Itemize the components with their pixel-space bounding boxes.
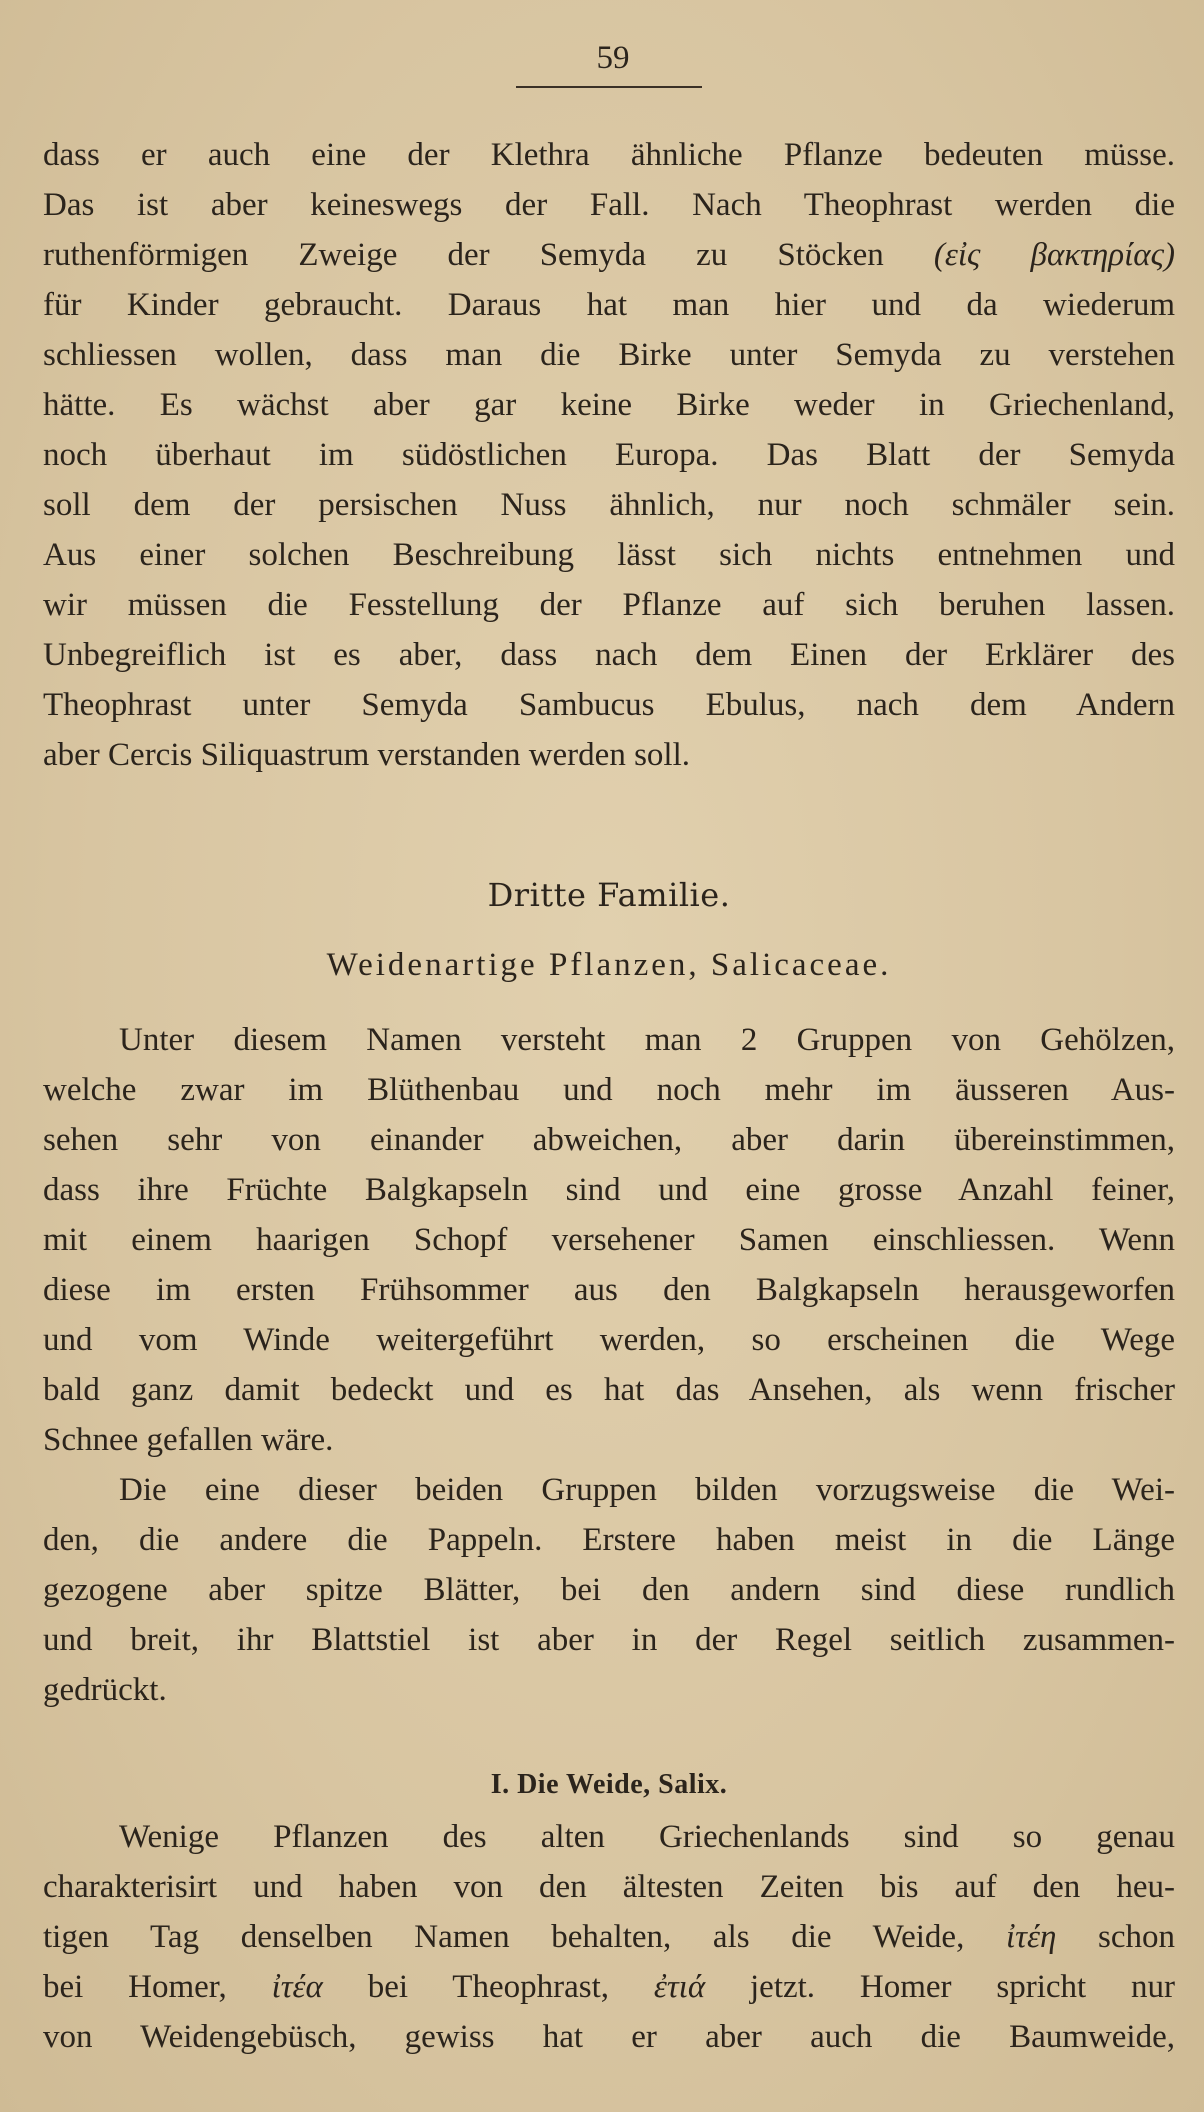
greek-phrase: (εἰς βακτηρίας): [933, 237, 1175, 273]
text-line: aber Cercis Siliquastrum verstanden werden soll.: [43, 737, 690, 773]
text-line: Theophrast unter Semyda Sambucus Ebulus, nach dem Andern: [43, 687, 1175, 723]
text-line: welche zwar im Blüthenbau und noch mehr im äusseren Aus-: [43, 1072, 1175, 1108]
paragraph-weide: [43, 1812, 1175, 2062]
text-line: bald ganz damit bedeckt und es hat das Ansehen, als wenn frischer: [43, 1372, 1175, 1408]
text-line: dass ihre Früchte Balgkapseln sind und eine grosse Anzahl feiner,: [43, 1172, 1175, 1208]
text-line: für Kinder gebraucht. Daraus hat man hier und da wiederum: [43, 287, 1175, 323]
text-line: charakterisirt und haben von den ältesten Zeiten bis auf den heu-: [43, 1869, 1175, 1905]
text-line: Die eine dieser beiden Gruppen bilden vorzugsweise die Wei-: [119, 1472, 1175, 1508]
page-number: 59: [596, 40, 630, 76]
text-line: schliessen wollen, dass man die Birke unter Semyda zu verstehen: [43, 337, 1175, 373]
text-line: den, die andere die Pappeln. Erstere haben meist in die Länge: [43, 1522, 1175, 1558]
text-line: dass er auch eine der Klethra ähnliche Pflanze bedeuten müsse.: [43, 137, 1175, 173]
greek-word: ἰτέα: [271, 1969, 323, 2005]
text-line: wir müssen die Fesstellung der Pflanze auf sich beruhen lassen.: [43, 587, 1175, 623]
text-line: gezogene aber spitze Blätter, bei den andern sind diese rundlich: [43, 1572, 1175, 1608]
text-line: sehen sehr von einander abweichen, aber darin übereinstimmen,: [43, 1122, 1175, 1158]
text-line: Wenige Pflanzen des alten Griechenlands sind so genau: [119, 1819, 1175, 1855]
paragraph-semyda: [43, 130, 1175, 780]
paragraph-groups: [43, 1465, 1175, 1715]
text-line: bei Homer, ἰτέα bei Theophrast, ἐτιά jetzt. Homer spricht nur: [43, 1969, 1176, 2005]
text-line: hätte. Es wächst aber gar keine Birke weder in Griechenland,: [43, 387, 1175, 423]
family-heading: Dritte Familie.: [487, 876, 731, 914]
family-name-heading: Weidenartige Pflanzen, Salicaceae.: [326, 947, 892, 983]
text-line: Unter diesem Namen versteht man 2 Gruppen von Gehölzen,: [119, 1022, 1175, 1058]
book-page: [43, 0, 1175, 2112]
text-line: Aus einer solchen Beschreibung lässt sich nichts entnehmen und: [43, 537, 1175, 573]
section-heading: I. Die Weide, Salix.: [490, 1769, 728, 1800]
greek-word: ἰτέη: [1005, 1919, 1057, 1955]
text-line: und vom Winde weitergeführt werden, so erscheinen die Wege: [43, 1322, 1175, 1358]
text-line: soll dem der persischen Nuss ähnlich, nur noch schmäler sein.: [43, 487, 1175, 523]
text-line: mit einem haarigen Schopf versehener Samen einschliessen. Wenn: [43, 1222, 1175, 1258]
text-line: tigen Tag denselben Namen behalten, als die Weide, ἰτέη schon: [43, 1919, 1175, 1955]
text-line: und breit, ihr Blattstiel ist aber in der Regel seitlich zusammen-: [43, 1622, 1175, 1658]
text-line: diese im ersten Frühsommer aus den Balgkapseln herausgeworfen: [43, 1272, 1175, 1308]
text-line: noch überhaut im südöstlichen Europa. Das Blatt der Semyda: [43, 437, 1175, 473]
paragraph-salicaceae-intro: [43, 1015, 1175, 1465]
page-number-rule: [516, 86, 702, 88]
text-line: Schnee gefallen wäre.: [43, 1422, 334, 1458]
text-line: gedrückt.: [43, 1672, 167, 1708]
text-line: Unbegreiflich ist es aber, dass nach dem Einen der Erklärer des: [43, 637, 1175, 673]
text-line: von Weidengebüsch, gewiss hat er aber auch die Baumweide,: [43, 2019, 1175, 2055]
text-line: ruthenförmigen Zweige der Semyda zu Stöcken (εἰς βακτηρίας): [43, 237, 1175, 273]
greek-word: ἐτιά: [653, 1969, 706, 2005]
text-line: Das ist aber keineswegs der Fall. Nach Theophrast werden die: [43, 187, 1175, 223]
